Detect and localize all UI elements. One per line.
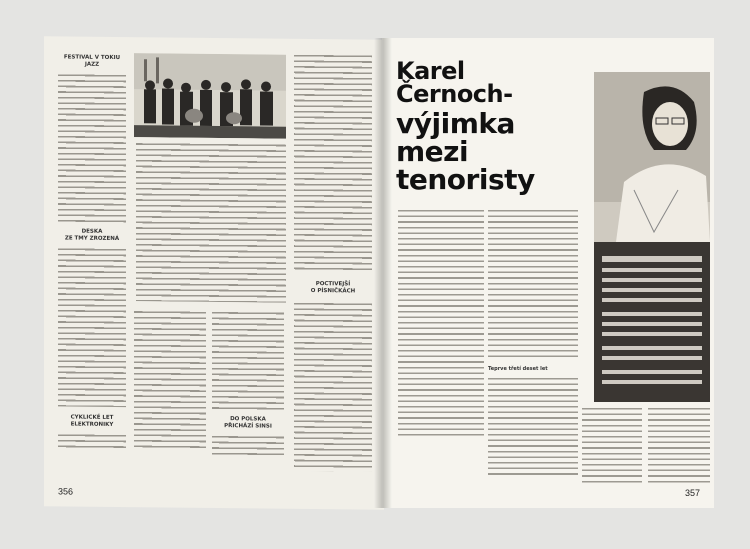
portrait-image xyxy=(594,72,710,402)
right-page xyxy=(382,38,714,508)
article-title xyxy=(396,57,566,196)
title-line-5: tenoristy xyxy=(396,163,535,196)
left-page xyxy=(44,36,384,510)
left-column-3 xyxy=(212,310,284,411)
right-column-2-lower xyxy=(488,376,578,476)
photo-caption-text xyxy=(136,141,286,303)
band-photo xyxy=(134,53,286,139)
heading-dezka: DESKA ZE TMY ZROZENÁ xyxy=(58,228,126,243)
heading-prichazi: DO POLSKA PŘICHÁZÍ SINSI xyxy=(212,416,284,431)
right-column-1 xyxy=(398,208,484,438)
title-line-3: výjimka xyxy=(396,107,515,140)
heading-pocta: POCTIVEJŠÍ O PÍSNIČKÁCH xyxy=(294,281,372,296)
title-line-2: Černoch- xyxy=(396,80,513,108)
article-dezka-text xyxy=(58,246,126,407)
band-photo-image xyxy=(134,53,286,139)
heading-cyklus: CYKLICKÉ LET ELEKTRONIKY xyxy=(58,414,126,429)
right-column-2 xyxy=(488,208,578,358)
page-number-right: 357 xyxy=(684,488,700,498)
heading-festival: FESTIVAL V TOKIU JAZZ xyxy=(58,54,126,69)
right-column-3 xyxy=(582,406,642,484)
spine-shadow xyxy=(374,38,392,508)
article-cyklus-text xyxy=(58,432,126,451)
page-number-left: 356 xyxy=(58,486,74,497)
title-line-1: Karel xyxy=(396,57,465,85)
right-column-4 xyxy=(648,406,710,484)
article-pocta-text xyxy=(294,301,372,472)
article-festival-text xyxy=(58,72,126,223)
left-column-1 xyxy=(58,50,126,451)
magazine-spread xyxy=(44,38,714,508)
subheading: Teprve třetí deset let xyxy=(488,366,548,372)
title-line-4: mezi xyxy=(396,135,469,168)
left-column-2 xyxy=(134,309,206,450)
left-column-4 xyxy=(294,53,372,274)
article-prichazi-text xyxy=(212,434,284,459)
portrait-photo xyxy=(594,72,710,402)
